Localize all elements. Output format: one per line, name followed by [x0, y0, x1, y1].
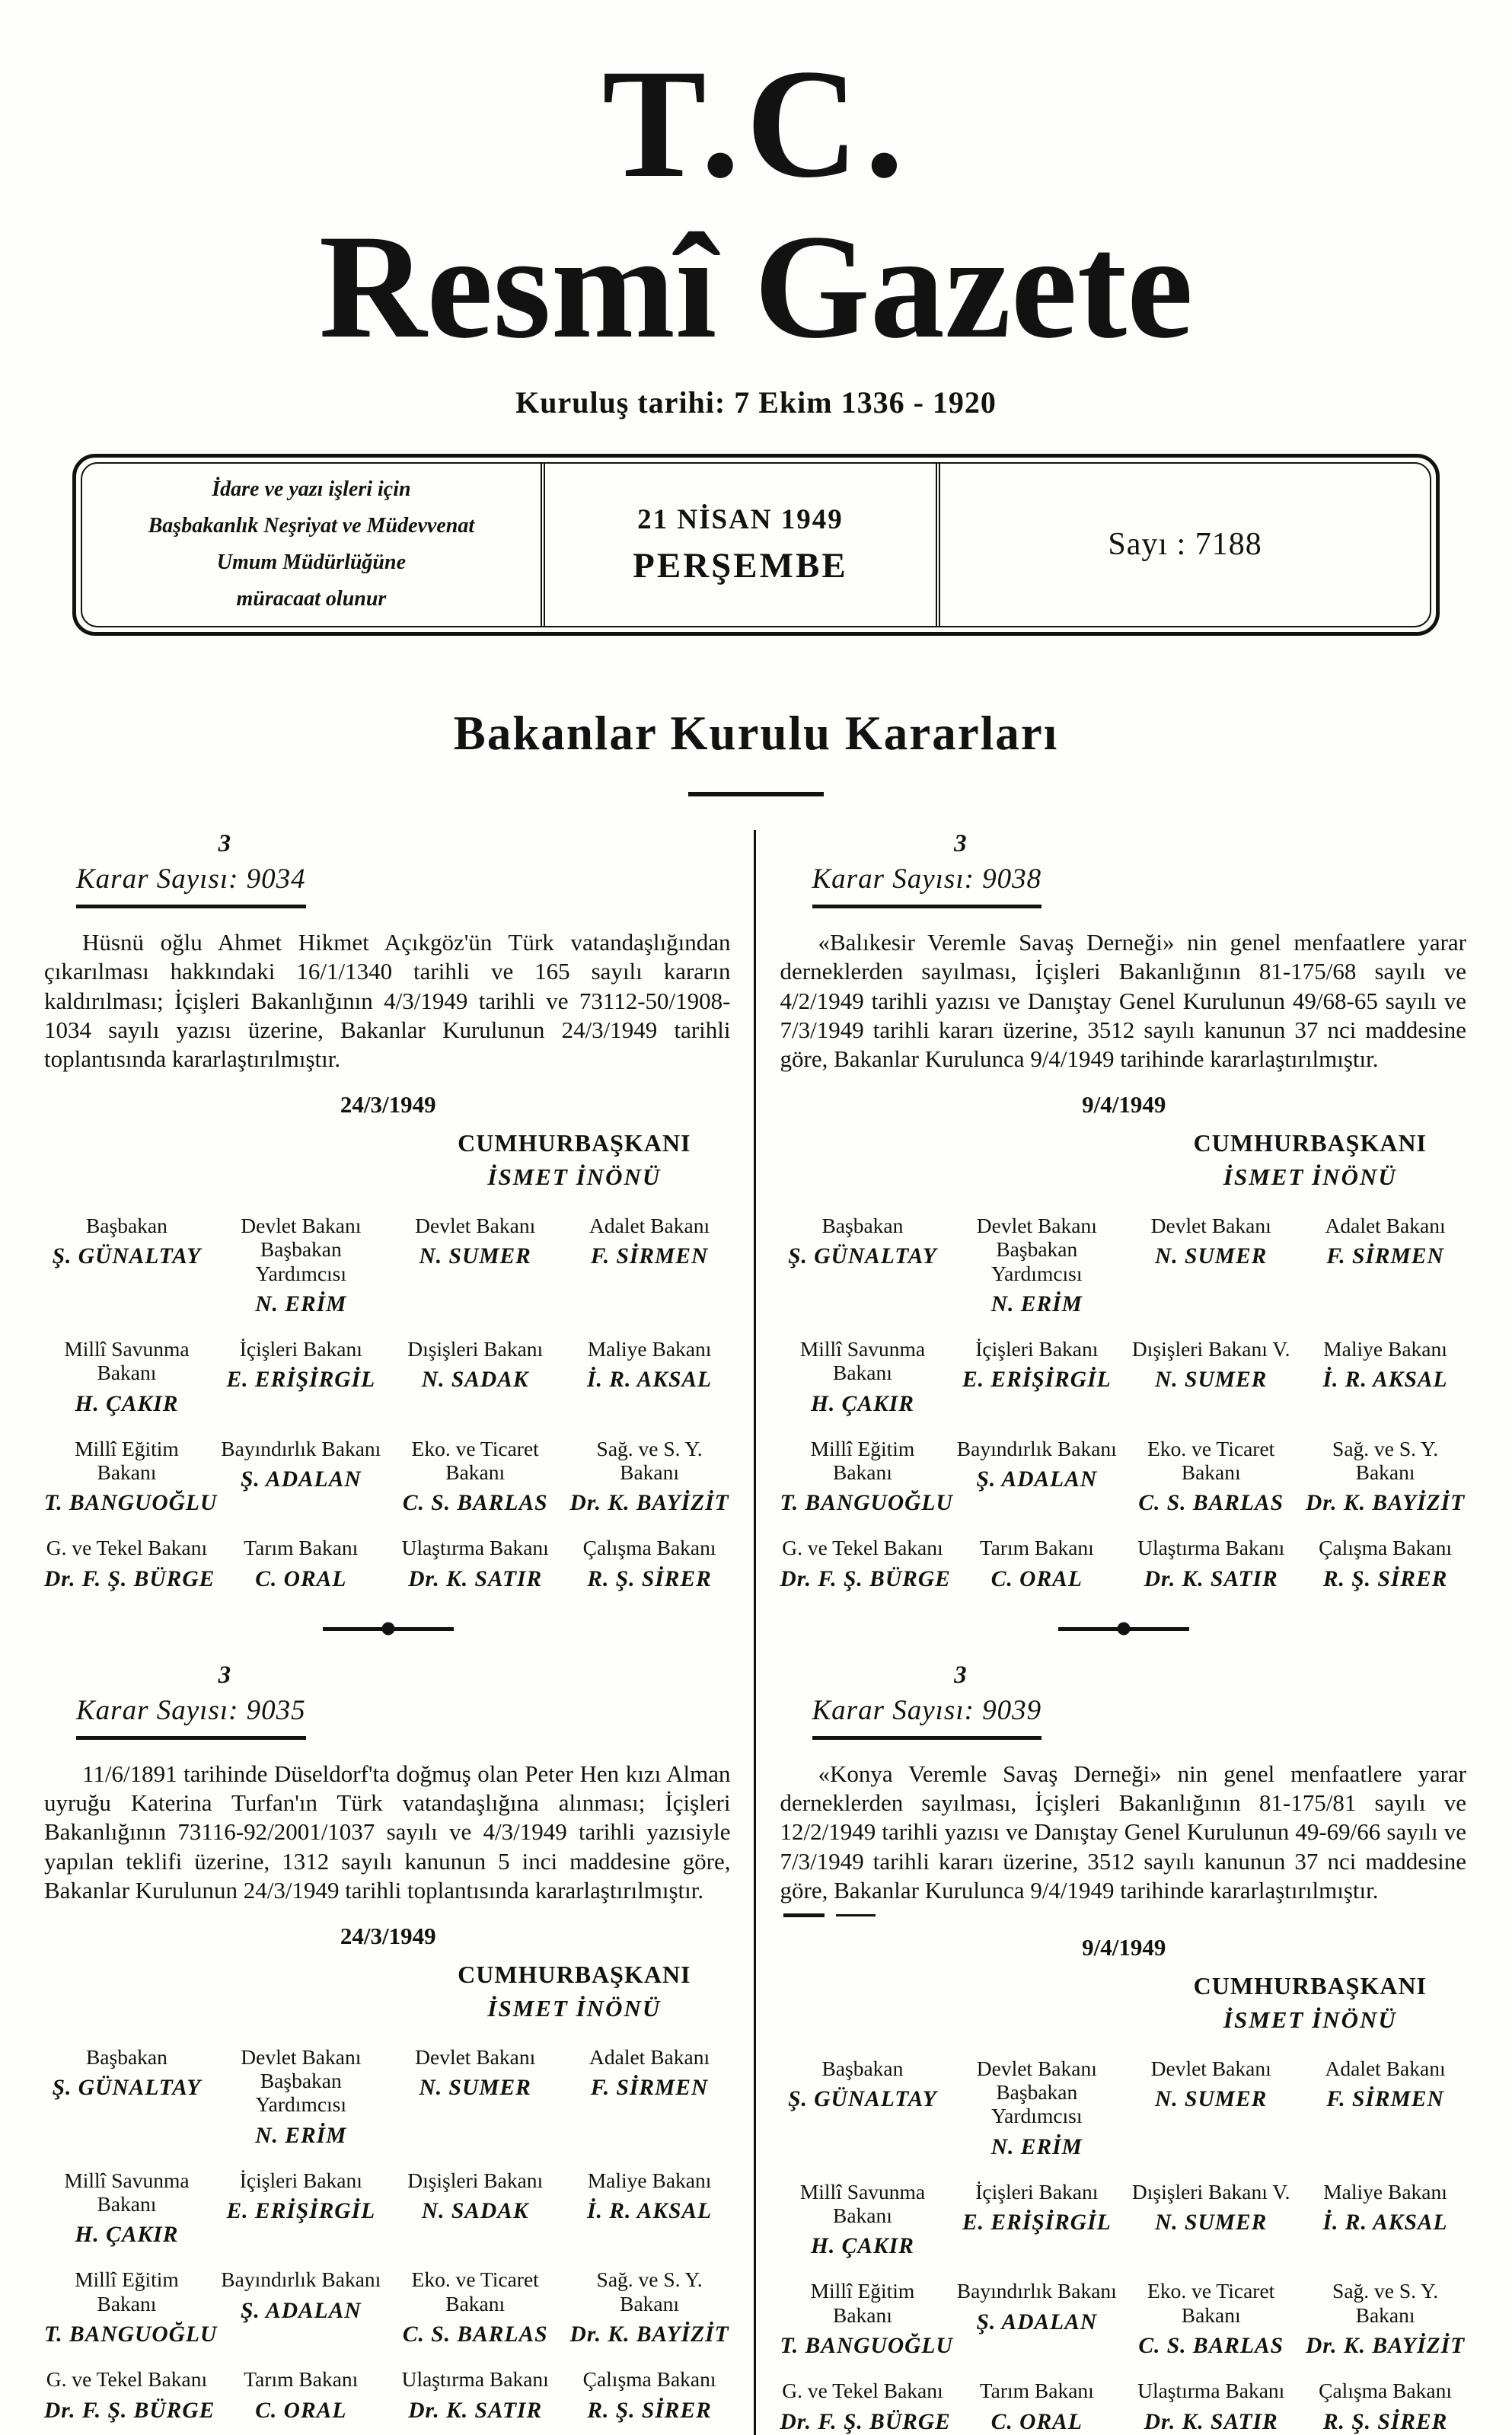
minister-cell: [780, 2379, 951, 2434]
minister-cell: [393, 1536, 558, 1591]
minister-name: N. SUMER: [1155, 1244, 1268, 1269]
decree-date: 9/4/1949: [1082, 1090, 1166, 1118]
minister-cell: [1128, 1214, 1293, 1317]
president-name: İSMET İNÖNÜ: [1223, 1163, 1397, 1190]
minister-cell: [780, 1214, 946, 1317]
minister-cell: [219, 2367, 384, 2423]
ministers-grid: [44, 2045, 732, 2424]
minister-cell: [393, 1214, 558, 1317]
minister-title: Başbakan: [821, 1213, 904, 1237]
minister-title: G. ve Tekel Bakanı: [782, 2379, 943, 2403]
decree-body: «Konya Veremle Savaş Derneği» nin genel menfaatlere yarar derneklerden sayılması, İçişleri Bakanlığının 81-175/81 sayılı ve 12/2/1949 tarihli yazısı ve Danıştay Genel Kurulunun 49-69/66 sayılı ve 7/3/1949 tarihli kararı üzerine, 3512 sayılı kanunun 37 nci maddesine göre, Bakanlar Kurulunca 9/4/1949 tarihinde kararlaştırılmıştır.: [780, 1760, 1466, 1904]
page-section-number: 3: [954, 1661, 967, 1689]
minister-title: Dışişleri Bakanı: [407, 2168, 544, 2192]
minister-cell: [1303, 1536, 1468, 1591]
minister-cell: [44, 1436, 218, 1517]
minister-cell: [44, 1337, 209, 1417]
minister-title: Sağ. ve S. Y. Bakanı: [596, 1436, 703, 1484]
minister-name: C. S. BARLAS: [402, 1491, 548, 1516]
minister-name: Dr. K. SATIR: [408, 2398, 543, 2423]
section-title: Bakanlar Kurulu Kararları: [453, 706, 1059, 760]
president-name: İSMET İNÖNÜ: [487, 1163, 662, 1190]
decree-body: «Balıkesir Veremle Savaş Derneği» nin genel menfaatlere yarar derneklerden sayılması, İçişleri Bakanlığının 81-175/68 sayılı ve 4/2/1949 tarihli yazısı ve Danıştay Genel Kurulunun 49/68-65 sayılı ve 7/3/1949 tarihli kararı üzerine, 3512 sayılı kanunun 37 nci maddesine göre, Bakanlar Kurulunca 9/4/1949 tarihinde kararlaştırılmıştır.: [780, 928, 1466, 1073]
minister-cell: [44, 2169, 209, 2248]
minister-name: Ş. GÜNALTAY: [788, 1244, 937, 1269]
minister-cell: [219, 1437, 384, 1517]
minister-cell: [567, 2367, 732, 2423]
minister-name: R. Ş. SİRER: [1322, 1566, 1448, 1591]
minister-cell: [780, 2057, 946, 2160]
minister-title: Adalet Bakanı: [1325, 2056, 1446, 2080]
minister-title: Devlet Bakanı: [415, 1213, 536, 1237]
minister-cell: [1303, 2180, 1468, 2260]
issue-date-cell: [545, 464, 940, 626]
minister-name: F. SİRMEN: [1326, 1244, 1444, 1269]
minister-cell: [1128, 2180, 1293, 2260]
minister-cell: [567, 2267, 732, 2347]
minister-name: E. ERİŞİRGİL: [226, 1367, 376, 1393]
minister-title: Dışişleri Bakanı V.: [1131, 1336, 1290, 1361]
minister-subtitle: Başbakan Yardımcısı: [991, 2080, 1083, 2128]
minister-title: Sağ. ve S. Y. Bakanı: [596, 2267, 703, 2315]
minister-cell: [393, 2045, 558, 2149]
minister-title: Eko. ve Ticaret Bakanı: [1147, 2279, 1275, 2327]
minister-title: Başbakan: [85, 2044, 167, 2069]
left-column: [44, 830, 754, 2435]
minister-name: Ş. GÜNALTAY: [788, 2087, 937, 2112]
minister-name: Dr. F. Ş. BÜRGE: [44, 2398, 215, 2423]
state-abbreviation: T.C.: [601, 37, 911, 210]
minister-title: Bayındırlık Bakanı: [956, 1436, 1117, 1460]
minister-title: Adalet Bakanı: [589, 2044, 710, 2069]
decree-9038: [780, 830, 1469, 1592]
minister-title: İçişleri Bakanı: [975, 2179, 1099, 2204]
minister-cell: [780, 2279, 953, 2359]
minister-name: E. ERİŞİRGİL: [226, 2199, 376, 2224]
admin-note-line: müracaat olunur: [236, 587, 387, 611]
minister-name: C. ORAL: [990, 2409, 1083, 2434]
president-signature: [458, 1129, 691, 1191]
decree-9039: [780, 1661, 1469, 2435]
minister-name: F. SİRMEN: [1326, 2087, 1444, 2112]
gazette-title: Resmî Gazete: [318, 204, 1194, 369]
minister-name: T. BANGUOĞLU: [780, 1491, 953, 1516]
minister-title: Çalışma Bakanı: [582, 1536, 716, 1560]
president-title: CUMHURBAŞKANI: [1193, 1128, 1427, 1157]
minister-title: Eko. ve Ticaret Bakanı: [411, 2267, 539, 2315]
president-name: İSMET İNÖNÜ: [487, 1994, 662, 2022]
minister-name: Dr. F. Ş. BÜRGE: [44, 1566, 215, 1591]
minister-name: Dr. K. BAYİZİT: [569, 1491, 729, 1516]
issue-info-box: [72, 454, 1440, 636]
minister-cell: [219, 1214, 384, 1317]
minister-name: T. BANGUOĞLU: [44, 2322, 218, 2347]
minister-name: F. SİRMEN: [590, 2076, 709, 2101]
minister-title: Millî Eğitim Bakanı: [810, 1436, 915, 1484]
minister-name: R. Ş. SİRER: [1322, 2409, 1448, 2434]
minister-cell: [1303, 1437, 1468, 1517]
president-title: CUMHURBAŞKANI: [458, 1960, 691, 1988]
minister-name: C. S. BARLAS: [1138, 1491, 1284, 1516]
minister-cell: [954, 2279, 1119, 2359]
minister-title: Devlet Bakanı: [241, 1213, 362, 1237]
masthead: [0, 0, 1512, 420]
minister-name: C. ORAL: [990, 1566, 1083, 1591]
minister-name: H. ÇAKIR: [810, 2234, 914, 2259]
minister-title: Sağ. ve S. Y. Bakanı: [1332, 2279, 1439, 2327]
minister-name: N. SADAK: [421, 1367, 529, 1393]
minister-title: Maliye Bakanı: [587, 1336, 712, 1361]
decree-date: 9/4/1949: [1082, 1933, 1166, 1961]
minister-name: Ş. ADALAN: [976, 2309, 1098, 2334]
minister-cell: [954, 1337, 1119, 1417]
minister-name: Dr. K. SATIR: [1144, 2409, 1278, 2434]
minister-title: Adalet Bakanı: [589, 1213, 710, 1237]
minister-name: C. ORAL: [255, 2398, 347, 2423]
minister-name: H. ÇAKIR: [810, 1391, 914, 1416]
minister-name: Ş. GÜNALTAY: [52, 1244, 202, 1269]
minister-name: C. S. BARLAS: [1138, 2334, 1284, 2359]
issue-number: Sayı : 7188: [1108, 527, 1262, 563]
minister-cell: [1303, 1214, 1468, 1317]
minister-cell: [567, 1214, 732, 1317]
minister-name: T. BANGUOĞLU: [780, 2334, 953, 2359]
minister-name: İ. R. AKSAL: [1322, 1367, 1448, 1393]
minister-cell: [219, 1536, 384, 1591]
minister-title: Bayındırlık Bakanı: [956, 2279, 1117, 2303]
decree-divider: [323, 1627, 454, 1631]
minister-cell: [44, 1536, 215, 1591]
minister-title: Tarım Bakanı: [244, 2367, 359, 2392]
decree-head-rule: [812, 905, 1042, 908]
decree-body: Hüsnü oğlu Ahmet Hikmet Açıkgöz'ün Türk vatandaşlığından çıkarılması hakkındaki 16/1/1340 tarihli ve 165 sayılı kararın kaldırılması; İçişleri Bakanlığının 4/3/1949 tarihli ve 73112-50/1908-1034 sayılı yazısı üzerine, Bakanlar Kurulunun 24/3/1949 tarihli toplantısında kararlaştırılmıştır.: [44, 928, 731, 1073]
ministers-grid: [780, 1214, 1469, 1592]
issue-number-cell: [940, 464, 1430, 626]
minister-title: G. ve Tekel Bakanı: [782, 1536, 943, 1560]
section-head: [0, 706, 1512, 796]
minister-title: Devlet Bakanı: [241, 2044, 362, 2069]
president-title: CUMHURBAŞKANI: [458, 1128, 691, 1157]
minister-title: Devlet Bakanı: [976, 2056, 1097, 2080]
minister-name: N. SADAK: [421, 2199, 529, 2224]
president-signature: [1194, 1972, 1427, 2034]
decree-body: 11/6/1891 tarihinde Düseldorf'ta doğmuş olan Peter Hen kızı Alman uyruğu Katerina Turfan'ın Türk vatandaşlığına alınması; İçişleri Bakanlığının 73116-92/2001/1037 sayılı ve 4/3/1949 tarihli yazısiyle yapılan teklifi üzerine, 1312 sayılı kanunun 5 inci maddesine göre, Bakanlar Kurulunun 24/3/1949 tarihli toplantısında kararlaştırılmıştır.: [44, 1760, 731, 1904]
minister-cell: [1128, 2057, 1293, 2160]
minister-name: N. ERİM: [990, 2134, 1083, 2159]
minister-cell: [954, 1536, 1119, 1591]
minister-title: Devlet Bakanı: [1150, 1213, 1271, 1237]
minister-name: N. SUMER: [419, 1244, 531, 1269]
minister-cell: [1128, 2379, 1293, 2434]
minister-title: Çalışma Bakanı: [582, 2367, 716, 2392]
minister-name: N. SUMER: [419, 2076, 531, 2101]
minister-name: N. SUMER: [1155, 2087, 1268, 2112]
decree-date: 24/3/1949: [340, 1922, 436, 1949]
decree-head: [812, 830, 1042, 908]
minister-cell: [44, 2267, 218, 2347]
minister-cell: [1303, 1337, 1468, 1417]
minister-cell: [567, 2045, 732, 2149]
minister-title: Millî Savunma Bakanı: [799, 1336, 926, 1385]
minister-cell: [44, 2367, 215, 2423]
decree-9035: [44, 1661, 732, 2424]
minister-cell: [393, 2169, 558, 2248]
minister-name: H. ÇAKIR: [75, 1391, 179, 1416]
minister-cell: [1128, 1437, 1293, 1517]
minister-title: Devlet Bakanı: [1150, 2056, 1271, 2080]
minister-cell: [1303, 2057, 1468, 2160]
minister-title: Eko. ve Ticaret Bakanı: [411, 1436, 539, 1484]
admin-note-line: Umum Müdürlüğüne: [216, 551, 406, 575]
minister-title: Bayındırlık Bakanı: [221, 2267, 381, 2292]
president-name: İSMET İNÖNÜ: [1223, 2006, 1397, 2033]
minister-cell: [393, 2367, 558, 2423]
page-section-number: 3: [218, 829, 231, 857]
minister-name: Dr. F. Ş. BÜRGE: [780, 2409, 951, 2434]
minister-title: Dışişleri Bakanı: [407, 1336, 544, 1361]
decree-number-label: Karar Sayısı: 9035: [76, 1694, 306, 1726]
president-title: CUMHURBAŞKANI: [1193, 1971, 1427, 1999]
minister-title: Millî Eğitim Bakanı: [75, 1436, 179, 1484]
admin-note: [82, 464, 545, 626]
minister-cell: [567, 2169, 732, 2248]
president-signature: [1194, 1129, 1427, 1191]
minister-cell: [954, 2379, 1119, 2434]
minister-name: Dr. K. BAYİZİT: [569, 2322, 729, 2347]
decree-head-rule: [76, 905, 306, 908]
decree-head-rule: [76, 1736, 306, 1740]
minister-cell: [954, 1214, 1119, 1317]
minister-subtitle: Başbakan Yardımcısı: [255, 2069, 347, 2117]
ministers-grid: [780, 2057, 1469, 2435]
minister-cell: [780, 1337, 946, 1417]
minister-title: Çalışma Bakanı: [1319, 1536, 1453, 1560]
minister-title: Sağ. ve S. Y. Bakanı: [1332, 1436, 1439, 1484]
minister-name: E. ERİŞİRGİL: [962, 1367, 1112, 1393]
minister-title: Ulaştırma Bakanı: [1137, 2379, 1285, 2403]
minister-name: N. ERİM: [255, 2123, 347, 2148]
minister-name: Ş. ADALAN: [240, 1466, 362, 1492]
minister-cell: [219, 2267, 384, 2347]
decree-9034: [44, 830, 732, 1592]
minister-cell: [954, 2057, 1119, 2160]
minister-cell: [393, 1437, 558, 1517]
minister-name: C. ORAL: [255, 1566, 347, 1591]
minister-name: N. ERİM: [990, 1291, 1083, 1316]
admin-note-line: İdare ve yazı işleri için: [212, 477, 411, 501]
minister-title: Tarım Bakanı: [979, 2379, 1094, 2403]
minister-title: Ulaştırma Bakanı: [1137, 1536, 1285, 1560]
minister-name: Dr. K. SATIR: [1144, 1566, 1278, 1591]
minister-title: Bayındırlık Bakanı: [221, 1436, 381, 1460]
right-column: [756, 830, 1469, 2435]
minister-cell: [954, 1437, 1119, 1517]
minister-subtitle: Başbakan Yardımcısı: [255, 1237, 347, 1285]
minister-name: İ. R. AKSAL: [1322, 2210, 1448, 2236]
minister-cell: [1128, 1337, 1293, 1417]
minister-cell: [393, 2267, 558, 2347]
minister-cell: [219, 1337, 384, 1417]
minister-subtitle: Başbakan Yardımcısı: [991, 1237, 1083, 1285]
page-section-number: 3: [218, 1661, 231, 1689]
founding-date-line: Kuruluş tarihi: 7 Ekim 1336 - 1920: [515, 385, 997, 420]
minister-name: Dr. K. BAYİZİT: [1306, 2334, 1466, 2359]
print-smudge-icon: [783, 1913, 825, 1917]
minister-title: Millî Eğitim Bakanı: [810, 2279, 915, 2327]
decree-number-label: Karar Sayısı: 9034: [76, 863, 306, 895]
minister-title: Çalışma Bakanı: [1319, 2379, 1453, 2403]
minister-name: Dr. K. SATIR: [408, 1566, 543, 1591]
minister-cell: [1303, 2379, 1468, 2434]
minister-title: Maliye Bakanı: [1323, 2179, 1447, 2204]
minister-title: Millî Savunma Bakanı: [64, 1336, 190, 1385]
minister-cell: [567, 1536, 732, 1591]
minister-title: İçişleri Bakanı: [239, 1336, 362, 1361]
minister-name: T. BANGUOĞLU: [44, 1491, 218, 1516]
two-column-body: [44, 830, 1468, 2435]
president-signature: [458, 1961, 691, 2022]
minister-name: N. SUMER: [1155, 2210, 1268, 2236]
minister-cell: [780, 1536, 951, 1591]
minister-name: Ş. ADALAN: [976, 1466, 1098, 1492]
minister-name: Ş. ADALAN: [240, 2298, 362, 2323]
minister-title: İçişleri Bakanı: [975, 1336, 1099, 1361]
minister-name: R. Ş. SİRER: [587, 2398, 712, 2423]
minister-cell: [954, 2180, 1119, 2260]
minister-name: H. ÇAKIR: [75, 2223, 179, 2248]
section-title-underline: [688, 792, 824, 796]
minister-title: Millî Savunma Bakanı: [64, 2168, 190, 2216]
decree-head-rule: [812, 1736, 1042, 1740]
minister-title: Adalet Bakanı: [1325, 1213, 1446, 1237]
minister-title: Millî Savunma Bakanı: [799, 2179, 926, 2228]
ministers-grid: [44, 1214, 732, 1592]
minister-title: Devlet Bakanı: [976, 1213, 1097, 1237]
minister-title: Başbakan: [821, 2056, 904, 2080]
minister-cell: [393, 1337, 558, 1417]
minister-name: E. ERİŞİRGİL: [962, 2210, 1112, 2236]
minister-title: Başbakan: [85, 1213, 167, 1237]
decree-head: [812, 1661, 1042, 1740]
minister-title: Eko. ve Ticaret Bakanı: [1147, 1436, 1275, 1484]
decree-head: [76, 1661, 306, 1740]
minister-cell: [780, 2180, 946, 2260]
minister-name: N. ERİM: [255, 1291, 347, 1316]
minister-cell: [1128, 1536, 1293, 1591]
issue-day: PERŞEMBE: [633, 545, 848, 586]
minister-cell: [219, 2169, 384, 2248]
admin-note-line: Başbakanlık Neşriyat ve Müdevvenat: [148, 514, 475, 538]
minister-cell: [44, 1214, 209, 1317]
minister-title: Ulaştırma Bakanı: [401, 1536, 549, 1560]
minister-name: İ. R. AKSAL: [587, 1367, 713, 1393]
minister-name: Dr. F. Ş. BÜRGE: [780, 1566, 951, 1591]
decree-divider: [1058, 1627, 1189, 1631]
minister-name: Ş. GÜNALTAY: [52, 2076, 202, 2101]
issue-info-box-inner: [81, 462, 1431, 627]
decree-number-label: Karar Sayısı: 9039: [812, 1694, 1042, 1726]
minister-title: G. ve Tekel Bakanı: [46, 2367, 208, 2392]
minister-cell: [1128, 2279, 1293, 2359]
decree-date: 24/3/1949: [340, 1090, 436, 1118]
minister-cell: [1303, 2279, 1468, 2359]
minister-name: İ. R. AKSAL: [587, 2199, 713, 2224]
minister-name: C. S. BARLAS: [402, 2322, 548, 2347]
minister-title: Devlet Bakanı: [415, 2044, 536, 2069]
minister-name: R. Ş. SİRER: [587, 1566, 712, 1591]
minister-title: Tarım Bakanı: [979, 1536, 1094, 1560]
minister-title: Maliye Bakanı: [1323, 1336, 1447, 1361]
minister-name: Dr. K. BAYİZİT: [1306, 1491, 1466, 1516]
decree-number-label: Karar Sayısı: 9038: [812, 863, 1042, 895]
minister-cell: [44, 2045, 209, 2149]
minister-title: Ulaştırma Bakanı: [401, 2367, 549, 2392]
minister-name: N. SUMER: [1155, 1367, 1268, 1393]
minister-title: Tarım Bakanı: [244, 1536, 359, 1560]
minister-cell: [780, 1436, 953, 1517]
minister-title: Dışişleri Bakanı V.: [1131, 2179, 1290, 2204]
page-section-number: 3: [954, 829, 967, 857]
minister-title: Millî Eğitim Bakanı: [75, 2267, 179, 2315]
minister-cell: [567, 1437, 732, 1517]
minister-cell: [219, 2045, 384, 2149]
minister-name: F. SİRMEN: [590, 1244, 709, 1269]
minister-title: G. ve Tekel Bakanı: [46, 1536, 208, 1560]
minister-title: Maliye Bakanı: [587, 2168, 712, 2192]
minister-cell: [567, 1337, 732, 1417]
decree-head: [76, 830, 306, 908]
minister-title: İçişleri Bakanı: [239, 2168, 362, 2192]
issue-date: 21 NİSAN 1949: [637, 503, 844, 535]
